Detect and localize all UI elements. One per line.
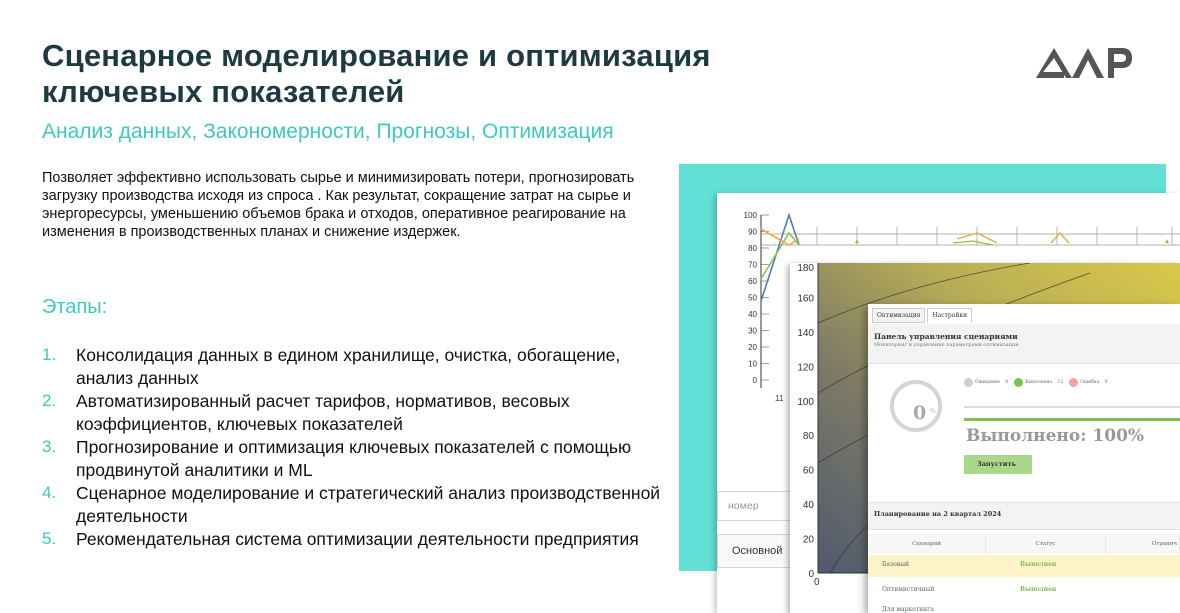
status-legend — [964, 378, 1108, 387]
stage-number: 5. — [42, 529, 57, 548]
scenario-status: Выполнен — [1020, 561, 1057, 568]
panel-header — [868, 324, 1180, 364]
y-tick-label: 140 — [797, 327, 814, 339]
column-header: Огранич — [1106, 534, 1180, 554]
stage-text: Консолидация данных в едином хранилище, очистка, обогащение, анализ данных — [76, 345, 621, 388]
stage-item — [42, 436, 662, 481]
y-tick-label: 20 — [748, 343, 757, 352]
progress-bar — [964, 418, 1180, 421]
stages-list — [42, 344, 662, 552]
scenario-name: Для маркетинга — [882, 606, 934, 613]
scenario-name: Оптимистичный — [882, 586, 935, 593]
y-tick-label: 0 — [752, 376, 757, 385]
column-header: Статус — [986, 534, 1106, 554]
stage-number: 3. — [42, 437, 57, 456]
legend-item-waiting — [964, 378, 1008, 387]
y-tick-label: 180 — [797, 263, 814, 274]
legend-label: Ошибка — [1080, 380, 1100, 385]
stage-number: 1. — [42, 345, 57, 364]
number-input[interactable]: номер — [717, 491, 799, 521]
legend-count: 0 — [1104, 380, 1108, 385]
company-logo — [1034, 42, 1134, 82]
stage-number: 4. — [42, 483, 57, 502]
y-tick-label: 60 — [802, 465, 814, 477]
y-tick-label: 0 — [808, 569, 814, 580]
page-subtitle: Анализ данных, Закономерности, Прогнозы, Оптимизация — [42, 120, 614, 143]
page-title: Сценарное моделирование и оптимизация ключевых показателей — [42, 38, 711, 109]
panel-title: Панель управления сценариями — [874, 332, 1018, 341]
intro-text: Позволяет эффективно использовать сырье и минимизировать потери, прогнозировать загрузку производства исходя из спроса . Как результат, сокращение затрат на сырье и энергоресурсы, уменьшению объемов брака и отходов, оперативное реагирование на изменения в производственных планах и снижение издержек. — [42, 170, 635, 240]
stage-number: 2. — [42, 391, 57, 410]
scenario-name: Базовый — [882, 561, 910, 568]
legend-label: Ожидание — [975, 380, 1000, 385]
legend-label: Выполнено — [1025, 380, 1053, 385]
column-header: Сценарий — [868, 534, 986, 554]
main-button[interactable]: Основной — [717, 534, 797, 568]
stage-text: Прогнозирование и оптимизация ключевых показателей с помощью продвинутой аналитики и ML — [76, 437, 632, 480]
y-tick-label: 30 — [748, 326, 757, 336]
panel-tabs — [872, 308, 972, 323]
legend-item-error — [1069, 378, 1107, 387]
tab-settings[interactable]: Настройки — [927, 308, 972, 323]
table-row[interactable] — [868, 580, 1180, 602]
y-tick-label: 100 — [797, 396, 814, 408]
y-tick-label: 70 — [748, 260, 757, 270]
x-tick-label: 0 — [814, 577, 820, 588]
y-tick-label: 50 — [748, 293, 757, 303]
x-tick-label: 11 — [775, 394, 784, 403]
stage-text: Сценарное моделирование и стратегический анализ производственной деятельности — [76, 483, 661, 526]
panel-subtitle: Мониторинг и управление параметрами оптимизации — [874, 342, 1019, 348]
y-tick-label: 40 — [748, 310, 757, 319]
legend-count: 0 — [1005, 380, 1009, 385]
scenario-status: Выполнен — [1020, 586, 1057, 593]
y-tick-label: 80 — [802, 431, 814, 443]
scenario-status — [986, 600, 1106, 613]
table-row[interactable] — [868, 555, 1180, 577]
stage-item — [42, 390, 662, 435]
y-tick-label: 100 — [743, 211, 757, 220]
table-row[interactable] — [868, 600, 1180, 613]
stage-text: Автоматизированный расчет тарифов, нормативов, весовых коэффициентов, ключевых показателей — [76, 391, 570, 434]
stage-item — [42, 344, 662, 389]
legend-count: 12 — [1057, 380, 1064, 385]
stage-item — [42, 482, 662, 527]
y-tick-label: 80 — [748, 244, 757, 253]
plan-title: Планирование на 2 квартал 2024 — [874, 510, 1002, 518]
progress-value: 0 — [913, 402, 927, 424]
legend-item-done — [1014, 378, 1063, 387]
completion-text: Выполнено: 100% — [966, 426, 1145, 446]
y-tick-label: 40 — [802, 500, 814, 512]
y-tick-label: 10 — [748, 359, 757, 369]
progress-track — [964, 406, 1180, 408]
run-button[interactable]: Запустить — [964, 455, 1032, 474]
scenario-panel — [868, 304, 1180, 613]
tab-optimization[interactable]: Оптимизация — [872, 308, 925, 323]
stage-item — [42, 528, 662, 551]
stage-text: Рекомендательная система оптимизации деятельности предприятия — [76, 529, 639, 549]
y-tick-label: 60 — [748, 277, 757, 286]
y-tick-label: 120 — [797, 362, 814, 374]
y-tick-label: 90 — [748, 227, 757, 237]
table-header — [868, 534, 1180, 554]
stages-heading: Этапы: — [42, 296, 108, 318]
progress-unit: % — [930, 408, 936, 415]
plan-header — [868, 502, 1180, 530]
y-tick-label: 160 — [797, 293, 814, 305]
y-tick-label: 20 — [802, 534, 814, 546]
